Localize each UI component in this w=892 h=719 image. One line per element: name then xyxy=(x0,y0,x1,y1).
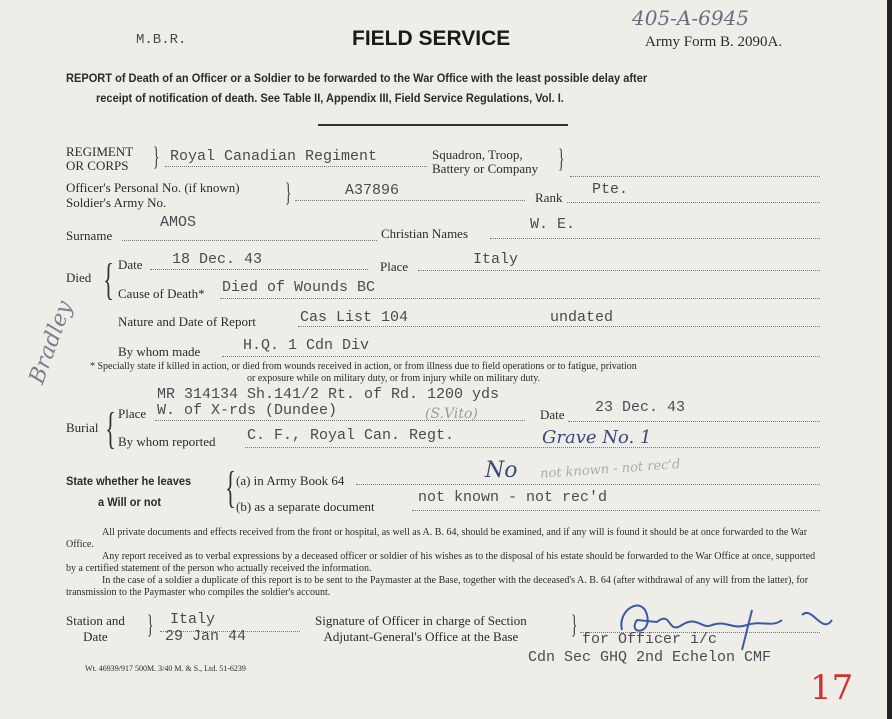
dotted-line xyxy=(220,298,820,299)
brace: { xyxy=(105,404,116,453)
file-number: 405-A-6945 xyxy=(632,6,750,30)
will-a-label: (a) in Army Book 64 xyxy=(236,473,345,488)
officer-line-1: for Officer i/c xyxy=(582,631,718,648)
will-b-value: not known - not rec'd xyxy=(418,489,608,506)
report-date-value: undated xyxy=(550,309,614,326)
surname-label: Surname xyxy=(66,228,113,243)
christian-names-label: Christian Names xyxy=(381,226,469,241)
dotted-line xyxy=(155,420,525,421)
burial-place-value-1: MR 314134 Sh.141/2 Rt. of Rd. 1200 yds xyxy=(157,386,500,403)
rank-value: Pte. xyxy=(592,181,629,198)
dotted-line xyxy=(418,270,820,271)
made-by-value: H.Q. 1 Cdn Div xyxy=(243,337,370,354)
brace: } xyxy=(285,178,292,207)
dotted-line xyxy=(412,510,820,511)
death-place-value: Italy xyxy=(473,251,519,268)
made-by-label: By whom made xyxy=(118,344,201,359)
brace: { xyxy=(225,463,236,512)
signature-label: Signature of Officer in charge of Section Adjutant-General's Office at the Base xyxy=(315,613,527,644)
death-place-label: Place xyxy=(380,259,409,274)
dotted-line xyxy=(150,269,368,270)
mbr-stamp: M.B.R. xyxy=(136,32,187,48)
squadron-label: Squadron, Troop, Battery or Company xyxy=(432,147,539,176)
cause-value: Died of Wounds BC xyxy=(222,279,376,296)
army-no-label: Officer's Personal No. (if known) Soldier's Army No. xyxy=(66,180,240,210)
regiment-label: REGIMENT OR CORPS xyxy=(66,144,134,173)
burial-label: Burial xyxy=(66,420,99,435)
station-label: Station and Date xyxy=(66,613,125,644)
printer-line: Wt. 46939/917 500M. 3/40 M. & S., Ltd. 51-6239 xyxy=(85,664,246,673)
nature-label: Nature and Date of Report xyxy=(118,314,256,329)
officer-line-2: Cdn Sec GHQ 2nd Echelon CMF xyxy=(528,649,772,666)
station-date-value: 29 Jan 44 xyxy=(165,628,247,645)
dotted-line xyxy=(295,200,525,201)
footnote-2: or exposure while on military duty, or from injury while on military duty. xyxy=(247,373,541,384)
dotted-line xyxy=(356,484,820,485)
divider xyxy=(318,124,568,126)
reported-value: C. F., Royal Can. Regt. xyxy=(247,427,455,444)
reported-label: By whom reported xyxy=(118,434,216,449)
brace: } xyxy=(153,142,160,171)
will-a-value: No xyxy=(485,458,518,483)
margin-note: Bradley xyxy=(24,297,78,388)
footnote-1: * Specially state if killed in action, or died from wounds received in action, or from illness due to field operations or to fatigue, privation xyxy=(90,361,637,372)
page-title: FIELD SERVICE xyxy=(352,27,511,50)
grave-number: Grave No. 1 xyxy=(542,427,652,448)
will-a-note: not known - not rec'd xyxy=(539,457,681,482)
station-value: Italy xyxy=(170,611,216,628)
form-number: Army Form B. 2090A. xyxy=(645,34,783,50)
regiment-value: Royal Canadian Regiment xyxy=(170,148,378,165)
burial-date-value: 23 Dec. 43 xyxy=(595,399,686,416)
brace: } xyxy=(571,610,578,639)
burial-note: (S.Vito) xyxy=(425,406,478,422)
report-value: Cas List 104 xyxy=(300,309,409,326)
dotted-line xyxy=(298,326,820,327)
dotted-line xyxy=(568,421,820,422)
dotted-line xyxy=(222,356,820,357)
army-no-value: A37896 xyxy=(345,182,400,199)
dotted-line xyxy=(567,202,820,203)
surname-value: AMOS xyxy=(160,214,197,231)
died-label: Died xyxy=(66,270,92,285)
dotted-line xyxy=(122,240,377,241)
death-date-label: Date xyxy=(118,257,143,272)
dotted-line xyxy=(245,447,820,448)
dotted-line xyxy=(490,238,820,239)
burial-date-label: Date xyxy=(540,407,565,422)
intro-line-1: REPORT of Death of an Officer or a Soldier to be forwarded to the War Office with the least possible delay after xyxy=(66,71,648,85)
brace: } xyxy=(558,144,565,173)
rank-label: Rank xyxy=(535,190,563,205)
brace: { xyxy=(103,255,114,304)
brace: } xyxy=(147,610,154,639)
instruction-paragraph-2: Any report received as to verbal expressions by a deceased officer or soldier of his wishes as to the disposal of his estate should be forwarded to the War Office at once, supported by a certified statement of the person who actually received the information. xyxy=(66,551,816,574)
dotted-line xyxy=(570,176,820,177)
dotted-line xyxy=(165,166,427,167)
will-b-label: (b) as a separate document xyxy=(236,499,375,514)
burial-place-value-2: W. of X-rds (Dundee) xyxy=(157,402,338,419)
burial-place-label: Place xyxy=(118,406,147,421)
death-date-value: 18 Dec. 43 xyxy=(172,251,263,268)
will-label-1: State whether he leaves xyxy=(66,474,192,488)
instruction-paragraph-1: All private documents and effects received from the front or hospital, as well as A. B. 64, should be examined, and if any will is found it should be at once forwarded to the War Office. xyxy=(66,527,808,550)
instruction-paragraph-3: In the case of a soldier a duplicate of this report is to be sent to the Paymaster at the Base, together with the deceased's A. B. 64 (after withdrawal of any will from the latter), for transmission to the Paymaster who compiles the soldier's account. xyxy=(66,575,809,598)
page-mark: 17 xyxy=(810,668,854,708)
will-label-2: a Will or not xyxy=(98,495,162,509)
cause-label: Cause of Death* xyxy=(118,286,205,301)
christian-names-value: W. E. xyxy=(530,216,576,233)
intro-line-2: receipt of notification of death. See Table II, Appendix III, Field Service Regulations, Vol. I. xyxy=(96,91,564,105)
